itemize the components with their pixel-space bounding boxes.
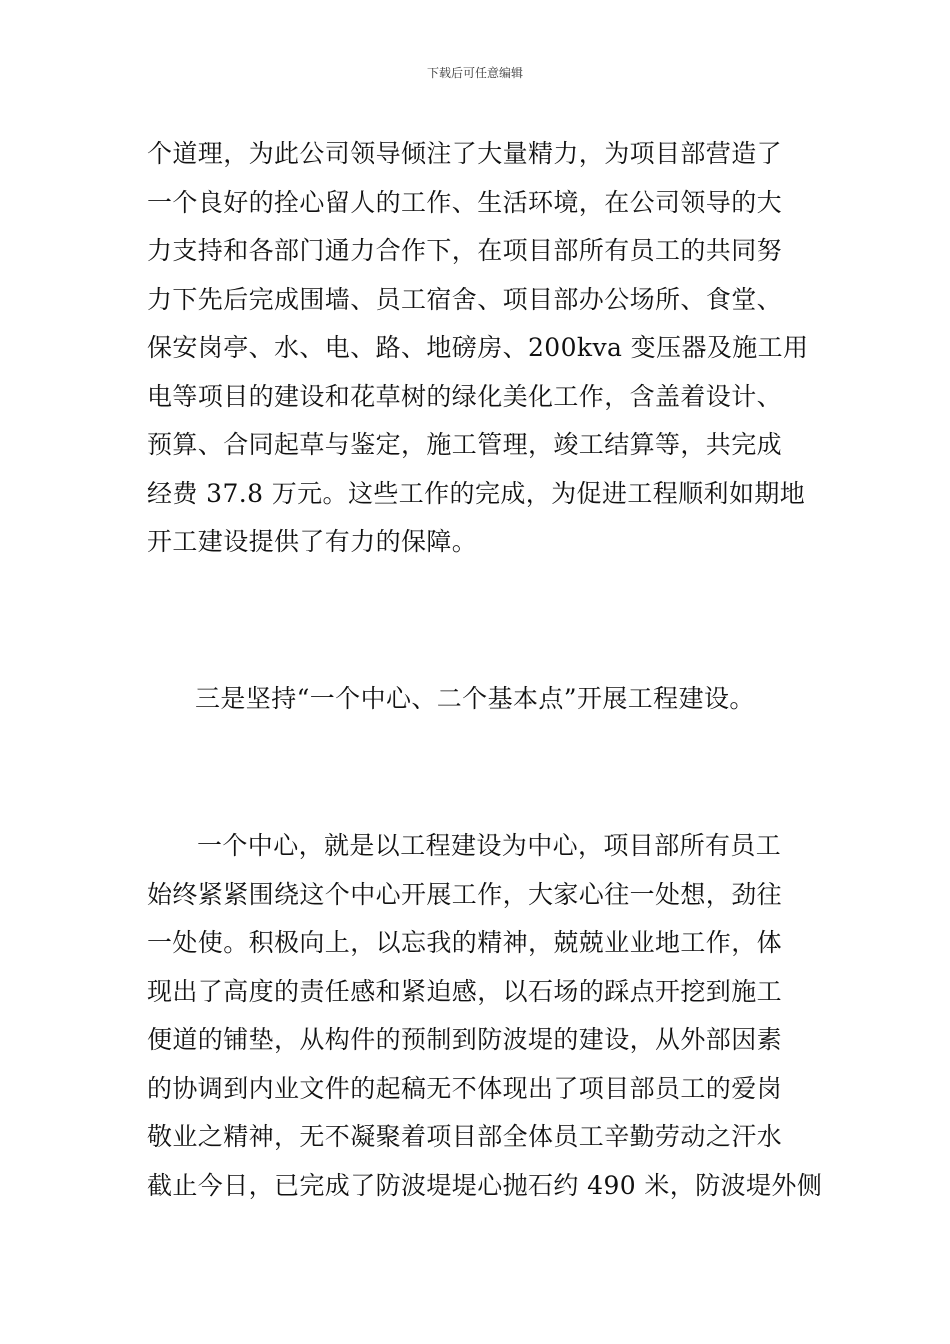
paragraph-line: 保安岗亭、水、电、路、地磅房、200kva 变压器及施工用: [147, 333, 809, 362]
section-heading-text: 三是坚持“一个中心、二个基本点”开展工程建设。: [195, 684, 755, 713]
paragraph-1: [147, 130, 807, 567]
paragraph-line: 力支持和各部门通力合作下，在项目部所有员工的共同努: [147, 236, 783, 265]
paragraph-line: 敬业之精神，无不凝聚着项目部全体员工辛勤劳动之汗水: [147, 1122, 783, 1151]
paragraph-line: 便道的铺垫，从构件的预制到防波堤的建设，从外部因素: [147, 1025, 783, 1054]
paragraph-line: 经费 37.8 万元。这些工作的完成，为促进工程顺利如期地: [147, 478, 806, 508]
paragraph-line: 个道理，为此公司领导倾注了大量精力，为项目部营造了: [147, 139, 783, 168]
paragraph-2: [147, 822, 823, 1210]
paragraph-line: 力下先后完成围墙、员工宿舍、项目部办公场所、食堂、: [147, 284, 783, 314]
paragraph-line: 截止今日，已完成了防波堤堤心抛石约 490 米，防波堤外侧: [147, 1170, 823, 1200]
paragraph-line: 电等项目的建设和花草树的绿化美化工作，含盖着设计、: [147, 381, 783, 411]
paragraph-line: 现出了高度的责任感和紧迫感，以石场的踩点开挖到施工: [147, 976, 783, 1006]
paragraph-line: 一个中心，就是以工程建设为中心，项目部所有员工: [197, 831, 782, 860]
paragraph-line: 预算、合同起草与鉴定，施工管理，竣工结算等，共完成: [147, 430, 783, 459]
page-header: 下载后可任意编辑: [426, 66, 523, 80]
paragraph-line: 的协调到内业文件的起稿无不体现出了项目部员工的爱岗: [147, 1073, 783, 1103]
paragraph-line: 一处使。积极向上，以忘我的精神，兢兢业业地工作，体: [147, 928, 783, 957]
paragraph-line: 始终紧紧围绕这个中心开展工作，大家心往一处想，劲往: [147, 879, 783, 909]
section-heading: [195, 675, 815, 724]
paragraph-line: 一个良好的拴心留人的工作、生活环境，在公司领导的大: [147, 187, 783, 217]
paragraph-line: 开工建设提供了有力的保障。: [147, 527, 478, 556]
